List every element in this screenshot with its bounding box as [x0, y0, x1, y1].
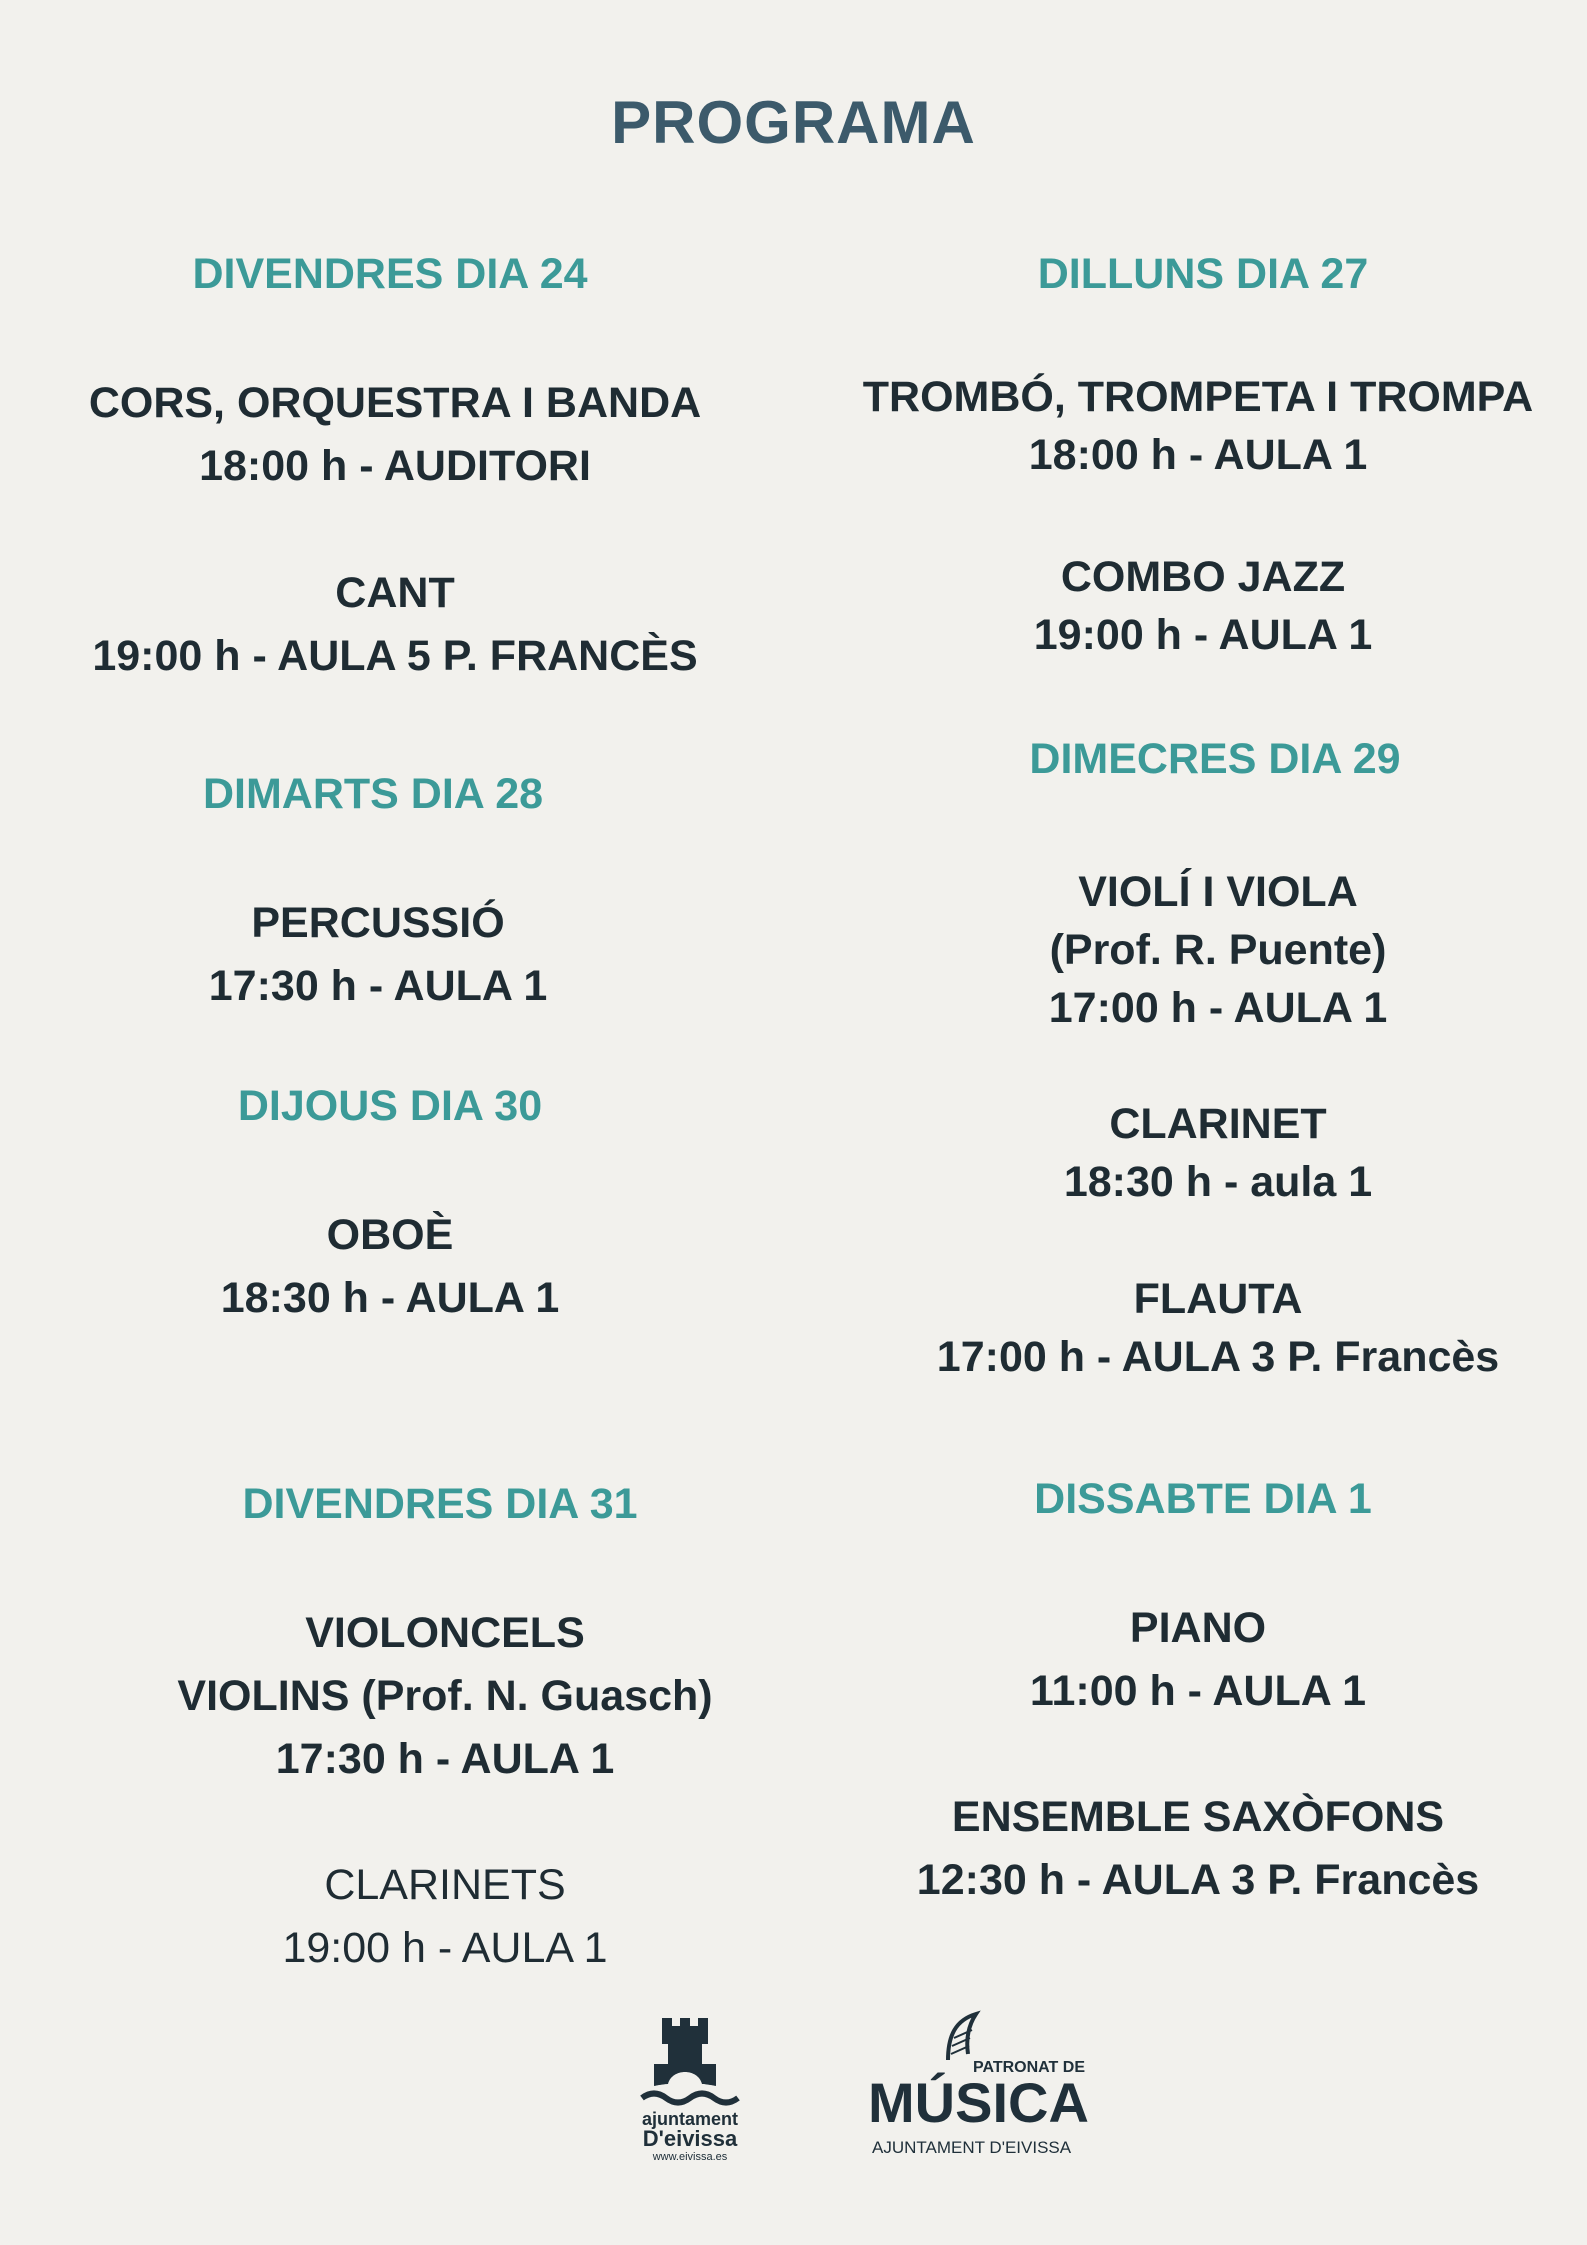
event-title: VIOLONCELS [305, 1609, 585, 1657]
event-title: VIOLÍ I VIOLA [1078, 868, 1358, 916]
event-title: CORS, ORQUESTRA I BANDA [88, 379, 702, 427]
patronat-musica-logo [868, 2010, 1118, 2160]
ajuntament-eivissa-logo [620, 2010, 760, 2160]
event-title: PIANO [1129, 1604, 1267, 1652]
event-flauta [858, 1270, 1578, 1386]
event-subtitle: (Prof. R. Puente) [1049, 926, 1387, 974]
event-time: 11:00 h - AULA 1 [1029, 1667, 1367, 1715]
event-combo-jazz [843, 548, 1563, 664]
event-title: OBOÈ [326, 1211, 454, 1259]
event-violoncels-violins [85, 1602, 805, 1791]
event-time: 19:00 h - AULA 1 [282, 1924, 608, 1972]
event-title: ENSEMBLE SAXÒFONS [951, 1793, 1445, 1841]
patronat-main: MÚSICA [868, 2071, 1089, 2134]
event-time: 12:30 h - AULA 3 P. Francès [916, 1856, 1480, 1904]
event-trombo-trompeta-trompa [838, 368, 1558, 484]
event-time: 17:00 h - AULA 3 P. Francès [936, 1333, 1500, 1381]
event-title: CLARINET [1109, 1100, 1327, 1148]
event-time: 17:30 h - AULA 1 [208, 962, 548, 1010]
page-title: PROGRAMA [611, 89, 976, 156]
event-percussio [18, 892, 738, 1018]
event-subtitle: VIOLINS (Prof. N. Guasch) [177, 1672, 713, 1720]
event-title: FLAUTA [1133, 1275, 1303, 1323]
logo-line1: ajuntament [641, 2109, 739, 2129]
patronat-top: PATRONAT DE [973, 2059, 1085, 2076]
event-cant [35, 562, 755, 688]
event-time: 18:30 h - AULA 1 [220, 1274, 560, 1322]
logo-line2: D'eivissa [642, 2126, 738, 2151]
event-time: 18:00 h - AULA 1 [1028, 431, 1368, 479]
event-cors-orquestra-banda [35, 372, 755, 498]
event-piano [838, 1597, 1558, 1723]
event-clarinet [858, 1095, 1578, 1211]
event-time: 19:00 h - AULA 1 [1033, 611, 1373, 659]
logo-url: www.eivissa.es [652, 2151, 728, 2160]
day-heading-divendres-31: DIVENDRES DIA 31 [242, 1480, 638, 1528]
event-title: PERCUSSIÓ [251, 899, 505, 947]
event-time: 19:00 h - AULA 5 P. FRANCÈS [92, 632, 698, 680]
event-clarinets [85, 1854, 805, 1980]
day-heading-dimecres-29: DIMECRES DIA 29 [1029, 735, 1401, 783]
event-time: 18:00 h - AUDITORI [199, 442, 591, 490]
event-title: COMBO JAZZ [1060, 553, 1346, 601]
day-heading-dissabte-1: DISSABTE DIA 1 [1034, 1475, 1372, 1523]
castle-icon [620, 2010, 760, 2160]
event-title: CLARINETS [324, 1861, 566, 1909]
event-title: TROMBÓ, TROMPETA I TROMPA [862, 373, 1534, 421]
event-violi-viola [858, 863, 1578, 1037]
music-lyre-icon [868, 2010, 1118, 2160]
event-oboe [30, 1204, 750, 1330]
event-time: 17:00 h - AULA 1 [1048, 984, 1388, 1032]
event-title: CANT [335, 569, 455, 617]
event-time: 17:30 h - AULA 1 [275, 1735, 615, 1783]
day-heading-dimarts-28: DIMARTS DIA 28 [202, 770, 544, 818]
day-heading-dilluns-27: DILLUNS DIA 27 [1037, 250, 1369, 298]
event-ensemble-saxofons [838, 1786, 1558, 1912]
day-heading-divendres-24: DIVENDRES DIA 24 [192, 250, 588, 298]
event-time: 18:30 h - aula 1 [1063, 1158, 1373, 1206]
patronat-bottom: AJUNTAMENT D'EIVISSA [872, 2138, 1072, 2157]
day-heading-dijous-30: DIJOUS DIA 30 [237, 1082, 543, 1130]
